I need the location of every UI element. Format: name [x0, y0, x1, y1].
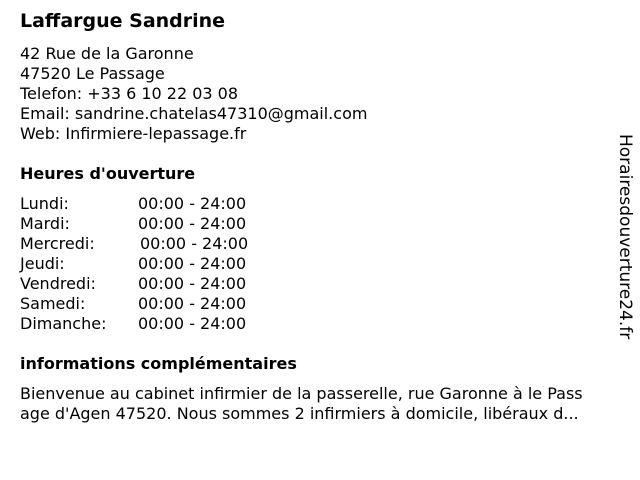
opening-hours-table: [20, 194, 280, 334]
time-range: 00:00 - 24:00: [138, 274, 247, 293]
description-line-2: age d'Agen 47520. Nous sommes 2 infirmiers à domicile, libéraux d...: [20, 404, 579, 423]
day-label: Lundi:: [20, 194, 69, 213]
hours-row-friday: [20, 274, 280, 294]
postal-city: 47520 Le Passage: [20, 64, 165, 83]
day-label: Vendredi:: [20, 274, 96, 293]
website: Web: Infirmiere-lepassage.fr: [20, 124, 247, 143]
email-address: Email: sandrine.chatelas47310@gmail.com: [20, 104, 368, 123]
day-label: Jeudi:: [20, 254, 65, 273]
day-label: Dimanche:: [20, 314, 107, 333]
day-label: Samedi:: [20, 294, 86, 313]
address-block: [20, 44, 367, 144]
time-range: 00:00 - 24:00: [138, 314, 247, 333]
hours-row-sunday: [20, 314, 280, 334]
hours-heading: Heures d'ouverture: [20, 164, 196, 183]
hours-row-wednesday: [20, 234, 280, 254]
description-line-1: Bienvenue au cabinet infirmier de la passerelle, rue Garonne à le Pass: [20, 384, 583, 403]
hours-row-saturday: [20, 294, 280, 314]
street-address: 42 Rue de la Garonne: [20, 44, 194, 63]
time-range: 00:00 - 24:00: [138, 194, 247, 213]
business-name: Laffargue Sandrine: [20, 10, 226, 32]
phone-number: Telefon: +33 6 10 22 03 08: [20, 84, 239, 103]
time-range: 00:00 - 24:00: [138, 254, 247, 273]
day-label: Mercredi:: [20, 234, 95, 253]
day-label: Mardi:: [20, 214, 70, 233]
time-range: 00:00 - 24:00: [138, 294, 247, 313]
brand-text: Horairesdouverture24.fr: [615, 134, 635, 340]
brand-watermark: [611, 134, 635, 344]
hours-row-tuesday: [20, 214, 280, 234]
info-heading: informations complémentaires: [20, 354, 297, 373]
time-range: 00:00 - 24:00: [138, 214, 247, 233]
hours-row-thursday: [20, 254, 280, 274]
hours-row-monday: [20, 194, 280, 214]
time-range: 00:00 - 24:00: [140, 234, 249, 253]
info-description: [20, 384, 632, 424]
